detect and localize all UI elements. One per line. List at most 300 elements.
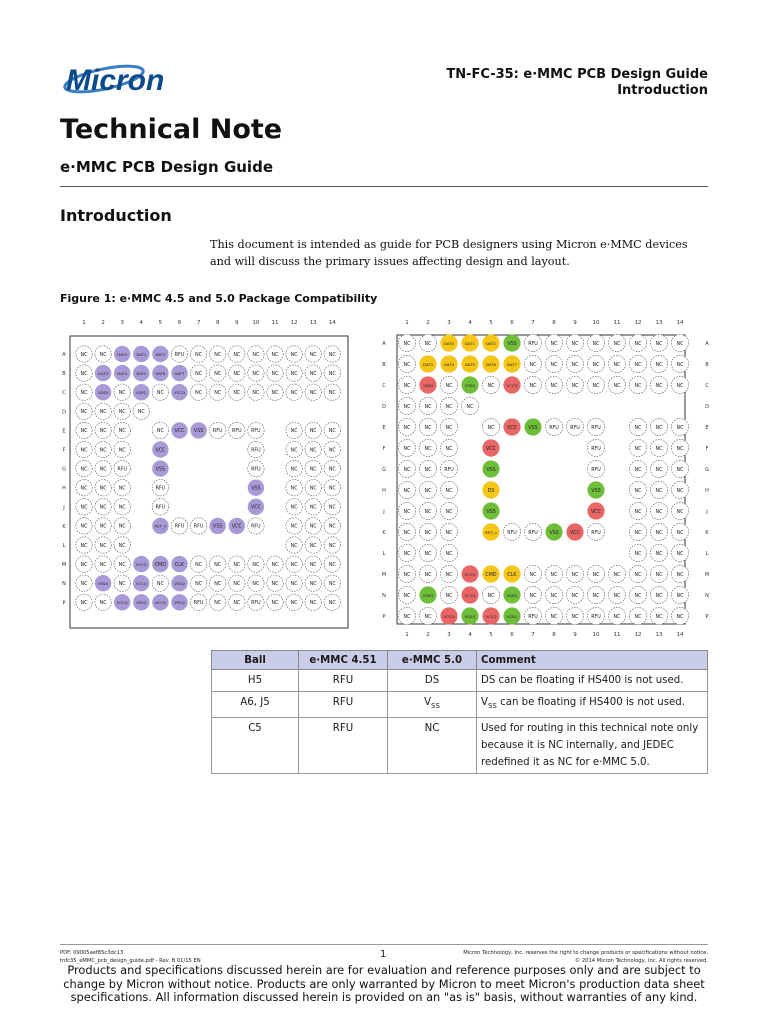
svg-text:NC: NC [424, 551, 432, 557]
svg-text:NC: NC [118, 486, 126, 492]
ball-b10 [248, 365, 264, 381]
row-label: F [705, 446, 709, 452]
ball-c1 [76, 384, 92, 400]
svg-text:VSSQ: VSSQ [174, 581, 185, 586]
svg-text:NC: NC [634, 614, 642, 620]
row-label: J [706, 509, 708, 515]
svg-text:DAT6: DAT6 [486, 361, 496, 367]
svg-text:NC: NC [271, 601, 279, 607]
svg-text:NC: NC [676, 614, 684, 620]
column-label: 5 [489, 632, 493, 638]
svg-text:NC: NC [309, 352, 317, 358]
svg-text:NC: NC [655, 446, 663, 452]
column-label: 1 [82, 320, 86, 326]
ball-c7 [190, 384, 206, 400]
svg-text:RFU: RFU [155, 505, 166, 511]
row-label: J [383, 509, 385, 515]
svg-text:NC: NC [571, 341, 579, 347]
ball-b12 [286, 365, 302, 381]
ball-a4 [461, 334, 478, 351]
svg-text:NC: NC [676, 341, 684, 347]
svg-text:NC: NC [328, 524, 336, 530]
svg-text:NC: NC [403, 362, 411, 368]
svg-text:NC: NC [445, 572, 453, 578]
ball-p1 [398, 607, 415, 624]
ball-b13 [305, 365, 321, 381]
document-subtitle: e·MMC PCB Design Guide [60, 158, 273, 176]
svg-text:NC: NC [309, 391, 317, 396]
row-label: N [705, 593, 709, 599]
svg-text:NC: NC [676, 467, 684, 473]
ball-m10 [587, 565, 604, 582]
ball-c3 [114, 384, 130, 400]
svg-text:RFU: RFU [117, 467, 128, 473]
svg-text:RFU: RFU [174, 524, 185, 530]
column-label: 10 [252, 320, 260, 326]
ball-a12 [629, 334, 646, 351]
ball-p2 [95, 594, 111, 610]
ball-g5 [482, 460, 499, 477]
ball-c12 [629, 376, 646, 393]
svg-text:RFU: RFU [251, 601, 261, 607]
ball-b10 [587, 355, 604, 372]
svg-text:NC: NC [290, 486, 298, 492]
ball-n9 [566, 586, 583, 603]
row-label: J [63, 504, 65, 511]
ball-d3 [440, 397, 457, 414]
ball-d1 [398, 397, 415, 414]
ball-m11 [608, 565, 625, 582]
ball-p8 [210, 594, 226, 610]
cell-emmc-451: RFU [299, 718, 388, 774]
svg-text:DAT6: DAT6 [155, 370, 166, 376]
ball-a14 [324, 346, 340, 362]
ball-h12 [629, 481, 646, 498]
column-label: 4 [139, 320, 144, 326]
svg-text:NC: NC [214, 391, 222, 396]
ball-b1 [76, 365, 92, 381]
svg-text:NC: NC [233, 601, 241, 607]
row-label: L [62, 543, 66, 549]
svg-text:NC: NC [309, 582, 317, 587]
ball-c14 [324, 384, 340, 400]
ball-b6 [503, 355, 520, 372]
column-label: 12 [634, 632, 642, 638]
svg-text:DAT4: DAT4 [444, 361, 454, 367]
svg-text:NC: NC [80, 448, 88, 454]
ball-a2 [419, 334, 436, 351]
row-label: B [705, 362, 709, 368]
ball-e5 [482, 418, 499, 435]
svg-text:NC: NC [424, 404, 432, 410]
ball-f10 [587, 439, 604, 456]
svg-text:CLK: CLK [174, 562, 185, 568]
ball-c8 [210, 384, 226, 400]
ball-a1 [76, 346, 92, 362]
ball-m5 [482, 565, 499, 582]
vss-subscript: SS [487, 702, 497, 711]
ball-b4 [461, 355, 478, 372]
svg-text:NC: NC [99, 429, 107, 435]
ball-e9 [566, 418, 583, 435]
svg-text:NC: NC [571, 593, 579, 599]
svg-text:NC: NC [290, 601, 298, 607]
column-label: 10 [592, 320, 600, 326]
ball-g3 [114, 460, 130, 476]
svg-text:NC: NC [118, 391, 126, 396]
svg-text:NC: NC [214, 562, 222, 568]
svg-text:NC: NC [424, 488, 432, 494]
ball-h12 [286, 480, 302, 496]
svg-text:NC: NC [592, 593, 600, 599]
svg-text:NC: NC [655, 509, 663, 515]
svg-text:NC: NC [634, 488, 642, 494]
ball-m10 [248, 556, 264, 572]
ball-f14 [671, 439, 688, 456]
ball-j12 [286, 499, 302, 515]
ball-n4 [461, 586, 478, 603]
svg-text:VSS: VSS [213, 524, 223, 530]
svg-text:NC: NC [80, 391, 88, 396]
svg-text:VCCQ: VCCQ [135, 581, 147, 586]
svg-text:NC: NC [676, 551, 684, 557]
page-number: 1 [380, 949, 387, 960]
column-label: 10 [592, 632, 600, 638]
ball-c6 [171, 384, 187, 400]
svg-text:NC: NC [290, 467, 298, 473]
svg-text:NC: NC [655, 593, 663, 599]
svg-text:DAT5: DAT5 [465, 361, 475, 367]
svg-text:NC: NC [137, 410, 145, 416]
svg-text:VCCQ: VCCQ [464, 571, 476, 577]
ball-b11 [608, 355, 625, 372]
svg-text:NC: NC [328, 582, 336, 587]
ball-k1 [76, 518, 92, 534]
svg-text:NC: NC [529, 572, 537, 578]
column-label: 2 [101, 320, 105, 326]
ball-l14 [671, 544, 688, 561]
svg-text:NC: NC [328, 371, 336, 377]
svg-text:NC: NC [80, 524, 88, 530]
svg-text:NC: NC [655, 383, 663, 389]
ball-k10 [587, 523, 604, 540]
svg-text:NC: NC [634, 551, 642, 557]
svg-text:NC: NC [80, 562, 88, 568]
svg-text:NC: NC [403, 383, 411, 389]
svg-text:NC: NC [655, 614, 663, 620]
svg-text:RFU: RFU [591, 425, 601, 431]
ball-e8 [545, 418, 562, 435]
ball-a9 [566, 334, 583, 351]
ball-b2 [419, 355, 436, 372]
svg-text:NC: NC [271, 371, 279, 377]
svg-text:RFU: RFU [174, 352, 185, 358]
svg-text:NC: NC [655, 341, 663, 347]
column-label: 6 [510, 320, 514, 326]
svg-text:NC: NC [445, 425, 453, 431]
row-label: P [705, 614, 709, 620]
column-label: 14 [676, 632, 684, 638]
ball-p2 [419, 607, 436, 624]
svg-text:VSS: VSS [507, 341, 517, 347]
svg-text:RFU: RFU [507, 530, 517, 536]
column-label: 8 [215, 320, 220, 326]
svg-text:NC: NC [634, 341, 642, 347]
svg-text:NC: NC [252, 352, 260, 358]
ball-a3 [114, 346, 130, 362]
column-label: 6 [510, 632, 514, 638]
ball-n6 [503, 586, 520, 603]
svg-text:RFU: RFU [549, 425, 559, 431]
svg-text:NC: NC [309, 486, 317, 492]
ball-m9 [566, 565, 583, 582]
ball-f3 [440, 439, 457, 456]
ball-j5 [482, 502, 499, 519]
row-label: C [382, 383, 386, 389]
header-ball: Ball [212, 651, 299, 670]
ball-j12 [629, 502, 646, 519]
row-label: B [382, 362, 386, 368]
svg-text:NC: NC [290, 371, 298, 377]
svg-text:NC: NC [118, 429, 126, 435]
ball-e7 [190, 422, 206, 438]
ball-e14 [671, 418, 688, 435]
ball-d4 [133, 403, 149, 419]
column-label: 8 [552, 632, 556, 638]
svg-text:NC: NC [634, 530, 642, 536]
ball-b11 [267, 365, 283, 381]
svg-text:NC: NC [80, 505, 88, 511]
ball-k3 [440, 523, 457, 540]
ball-h2 [95, 480, 111, 496]
ball-a10 [587, 334, 604, 351]
svg-text:NC: NC [676, 425, 684, 431]
svg-text:NC: NC [195, 582, 203, 587]
row-label: D [382, 404, 386, 410]
ball-g1 [398, 460, 415, 477]
svg-text:NC: NC [80, 429, 88, 435]
footer-file-name: tnfc35_eMMC_pcb_design_guide.pdf - Rev. B 01/15 EN [60, 958, 201, 964]
row-label: M [704, 572, 710, 578]
ball-l1 [398, 544, 415, 561]
ball-j1 [76, 499, 92, 515]
svg-text:VCC: VCC [155, 448, 166, 454]
svg-text:VSSQ: VSSQ [136, 390, 147, 395]
comment-text: can be floating if HS400 is not used. [496, 697, 686, 708]
row-label: H [382, 488, 386, 494]
svg-text:NC: NC [99, 486, 107, 492]
svg-text:NC: NC [290, 429, 298, 435]
ball-a6 [171, 346, 187, 362]
svg-text:CMD: CMD [485, 572, 497, 578]
ball-f5 [482, 439, 499, 456]
ball-p5 [152, 594, 168, 610]
svg-text:NC: NC [634, 572, 642, 578]
ball-l13 [305, 537, 321, 553]
svg-text:NC: NC [634, 509, 642, 515]
svg-text:NC: NC [403, 341, 411, 347]
svg-text:VCCQ: VCCQ [506, 382, 518, 388]
vss-subscript: SS [431, 702, 440, 711]
svg-text:RFU: RFU [591, 614, 601, 620]
svg-text:NC: NC [676, 383, 684, 389]
ball-n9 [229, 575, 245, 591]
cell-emmc-50: NC [388, 718, 477, 774]
ball-f13 [305, 441, 321, 457]
svg-text:NC: NC [403, 551, 411, 557]
ball-g2 [419, 460, 436, 477]
svg-text:NC: NC [529, 383, 537, 389]
ball-h13 [305, 480, 321, 496]
ball-d4 [461, 397, 478, 414]
ball-f2 [419, 439, 436, 456]
ball-b2 [95, 365, 111, 381]
column-label: 13 [309, 320, 317, 326]
svg-text:NC: NC [529, 593, 537, 599]
ball-m3 [440, 565, 457, 582]
svg-text:NC: NC [214, 371, 222, 377]
ball-c11 [608, 376, 625, 393]
svg-text:NC: NC [403, 614, 411, 620]
row-label: D [62, 409, 66, 416]
svg-text:DAT1: DAT1 [136, 351, 147, 357]
ball-n10 [587, 586, 604, 603]
row-label: N [62, 581, 66, 588]
svg-text:NC: NC [195, 391, 203, 396]
ball-c4 [133, 384, 149, 400]
column-label: 2 [426, 632, 430, 638]
ball-n4 [133, 575, 149, 591]
svg-text:NC: NC [252, 562, 260, 568]
ball-b3 [114, 365, 130, 381]
ball-p7 [524, 607, 541, 624]
ball-m4 [133, 556, 149, 572]
ball-f2 [95, 441, 111, 457]
svg-text:NC: NC [233, 371, 241, 377]
ball-c2 [95, 384, 111, 400]
svg-text:DAT7: DAT7 [507, 361, 517, 367]
ball-p1 [76, 594, 92, 610]
ball-e1 [398, 418, 415, 435]
ball-p7 [190, 594, 206, 610]
svg-text:VSS: VSS [528, 425, 538, 431]
ball-h3 [114, 480, 130, 496]
ball-b4 [133, 365, 149, 381]
ball-a4 [133, 346, 149, 362]
svg-text:NC: NC [80, 601, 88, 607]
table-row [212, 718, 708, 774]
svg-text:NC: NC [676, 530, 684, 536]
ball-g14 [324, 460, 340, 476]
cell-emmc-50: DS [388, 670, 477, 692]
ball-k9 [229, 518, 245, 534]
ball-k8 [545, 523, 562, 540]
column-label: 3 [120, 320, 124, 326]
svg-text:NC: NC [290, 391, 298, 396]
svg-text:VSSQ: VSSQ [506, 592, 518, 598]
ball-m2 [419, 565, 436, 582]
svg-text:DS: DS [487, 488, 495, 494]
svg-text:RFU: RFU [251, 429, 261, 435]
svg-text:NC: NC [655, 530, 663, 536]
svg-text:VSSQ: VSSQ [97, 581, 109, 586]
svg-text:VSSQ: VSSQ [136, 600, 147, 606]
ball-e5 [152, 422, 168, 438]
svg-text:NC: NC [290, 543, 298, 549]
svg-text:RST_n: RST_n [485, 529, 497, 535]
row-label: K [705, 530, 709, 536]
ball-f13 [650, 439, 667, 456]
ball-m13 [305, 556, 321, 572]
ball-c12 [286, 384, 302, 400]
ball-g5 [152, 460, 168, 476]
svg-text:NC: NC [634, 362, 642, 368]
svg-text:NC: NC [403, 593, 411, 599]
svg-text:NC: NC [403, 488, 411, 494]
column-label: 12 [290, 320, 298, 326]
svg-text:NC: NC [99, 543, 107, 549]
svg-text:NC: NC [328, 391, 336, 396]
ball-h13 [650, 481, 667, 498]
svg-text:NC: NC [99, 448, 107, 454]
svg-text:NC: NC [118, 505, 126, 511]
row-label: P [62, 600, 66, 607]
svg-text:NC: NC [80, 371, 88, 377]
svg-text:NC: NC [99, 467, 107, 473]
ball-n1 [398, 586, 415, 603]
row-label: G [62, 466, 66, 473]
ball-j3 [440, 502, 457, 519]
svg-text:NC: NC [309, 505, 317, 511]
svg-text:NC: NC [487, 383, 495, 389]
column-label: 1 [405, 632, 409, 638]
ball-e13 [305, 422, 321, 438]
svg-text:RFU: RFU [231, 429, 242, 435]
svg-text:VSSQ: VSSQ [464, 613, 476, 619]
ball-p10 [587, 607, 604, 624]
ball-k6 [503, 523, 520, 540]
svg-text:NC: NC [99, 410, 107, 416]
ball-c8 [545, 376, 562, 393]
row-label: B [62, 371, 66, 378]
svg-text:NC: NC [118, 410, 126, 416]
svg-text:DAT3: DAT3 [423, 361, 433, 367]
row-label: K [62, 523, 66, 530]
svg-text:DAT2: DAT2 [155, 351, 166, 357]
svg-text:VCC: VCC [591, 509, 601, 515]
ball-h14 [324, 480, 340, 496]
column-label: 7 [531, 320, 535, 326]
ball-k14 [671, 523, 688, 540]
column-label: 9 [235, 320, 239, 326]
ball-a13 [650, 334, 667, 351]
svg-text:NC: NC [445, 530, 453, 536]
ball-e1 [76, 422, 92, 438]
column-label: 7 [531, 632, 535, 638]
svg-text:NC: NC [309, 524, 317, 530]
ball-a12 [286, 346, 302, 362]
ball-e6 [171, 422, 187, 438]
svg-text:NC: NC [290, 352, 298, 358]
ball-k12 [286, 518, 302, 534]
svg-text:NC: NC [118, 582, 126, 587]
svg-text:NC: NC [271, 352, 279, 358]
svg-text:VCCQ: VCCQ [464, 592, 476, 598]
ball-m11 [267, 556, 283, 572]
svg-text:VSSQ: VSSQ [506, 613, 518, 619]
ball-h2 [419, 481, 436, 498]
svg-text:RFU: RFU [591, 446, 601, 452]
